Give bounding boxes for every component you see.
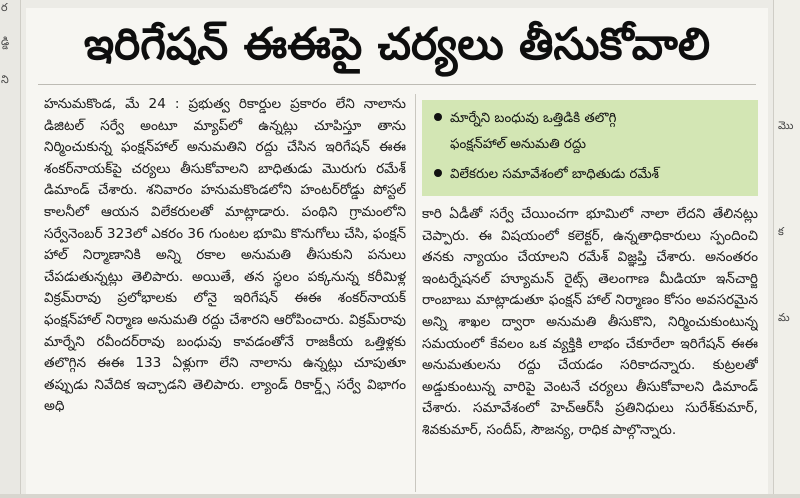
- article-headline: ఇరిగేషన్ ఈఈపై చర్యలు తీసుకోవాలి: [83, 19, 711, 70]
- left-margin-glyph: డ్డి: [1, 35, 10, 48]
- left-column-body: హనుమకొండ, మే 24 : ప్రభుత్వ రికార్డుల ప్రకారం లేని నాలాను డిజిటల్ సర్వే అంటూ మ్యాప్‌లో ఉన్నట్లు చూపిస్తూ తాను నిర్మించుకున్న ఫంక్షన్‌హాల్ అనుమతిని రద్దు చేసిన ఇరిగేషన్ ఈఈ శంకర్‌నాయక్‌పై చర్యలు తీసుకోవాలని బాధితుడు మొరుగు రమేశ్ డిమాండ్ చేశారు. శనివారం హనుమకొండలోని హంటర్‌రోడ్డు పోస్టల్ కాలనీలో ఆయన విలేకరులతో మాట్లాడారు. పంథిని గ్రామంలోని సర్వేనెంబర్ 323లో ఎకరం 36 గుంటల భూమి కొనుగోలు చేసి, ఫంక్షన్ హాల్ నిర్మాణానికి అన్ని రకాల అనుమతి తీసుకుని పనులు చేపడుతున్నట్లు తెలిపారు. అయితే, తన స్థలం పక్కనున్న కరీమిళ్ల విక్రమ్‌రావు ప్రలోభాలకు లోనై ఇరిగేషన్ ఈఈ శంకర్‌నాయక్ ఫంక్షన్‌హాల్ నిర్మాణ అనుమతి రద్దు చేశారని ఆరోపించారు. విక్రమ్‌రావు మార్నేని రవీందర్‌రావు బంధువు కావడంతోనే రాజకీయ ఒత్తిళ్లకు తలొగ్గిన ఈఈ 133 ఏళ్లుగా లేని నాలాను ఉన్నట్లు చూపుతూ తప్పుడు నివేదిక ఇచ్చాడని తెలిపారు. ల్యాండ్ రికార్డ్స్ సర్వే విభాగం అధి: [44, 96, 406, 415]
- column-divider: [415, 94, 416, 492]
- highlight-bullet-2-line-1: విలేకరుల సమావేశంలో బాధితుడు రమేశ్: [450, 167, 660, 182]
- right-margin-glyph: క: [778, 225, 784, 238]
- headline-divider: [38, 84, 756, 85]
- highlight-bullet-1: [422, 106, 616, 132]
- article-column-right: [422, 204, 758, 494]
- highlight-box: [422, 100, 758, 196]
- left-margin-glyph: ని: [1, 73, 9, 86]
- article-column-left: [44, 94, 406, 494]
- news-article: [26, 8, 768, 496]
- highlight-bullet-1-continuation: [422, 132, 586, 158]
- right-margin-strip: [773, 0, 800, 498]
- page-bottom-edge: [0, 494, 800, 498]
- highlight-bullet-1-line-1: మార్నేని బంధువు ఒత్తిడికి తలొగ్గి: [450, 111, 617, 126]
- highlight-bullet-1-line-2: ఫంక్షన్‌హాల్ అనుమతి రద్దు: [450, 137, 586, 152]
- highlight-bullet-2: [422, 162, 659, 188]
- left-margin-strip: [0, 0, 21, 498]
- right-column-body: కారి ఏడీతో సర్వే చేయించగా భూమిలో నాలా లేదని తేలినట్లు చెప్పారు. ఈ విషయంలో కలెక్టర్, ఉన్నతాధికారులు స్పందించి తనకు న్యాయం చేయాలని రమేశ్ విజ్ఞప్తి చేశారు. అనంతరం ఇంటర్నేషనల్ హ్యూమన్ రైట్స్ తెలంగాణ మీడియా ఇన్‌చార్జి రాంబాబు మాట్లాడుతూ ఫంక్షన్ హాల్ నిర్మాణం కోసం అవసరమైన అన్ని శాఖల ద్వారా అనుమతి తీసుకొని, నిర్మించుకుంటున్న సమయంలో కేవలం ఒక వ్యక్తికి లాభం చేకూరేలా ఇరిగేషన్ ఈఈ అనుమతులను రద్దు చేయడం సరికాదన్నారు. కుట్రలతో అడ్డుకుంటున్న వారిపై వెంటనే చర్యలు తీసుకోవాలని డిమాండ్ చేశారు. సమావేశంలో హెచ్‌ఆర్‌సీ ప్రతినిధులు సురేశ్‌కుమార్, శివకుమార్, సందీప్, సౌజన్య, రాధిక పాల్గొన్నారు.: [422, 206, 758, 438]
- right-margin-glyph: మొ: [778, 119, 794, 132]
- left-margin-glyph: ర: [1, 1, 8, 14]
- bullet-dot-icon: [434, 113, 442, 121]
- bullet-dot-icon: [434, 169, 442, 177]
- right-margin-glyph: మ: [778, 311, 790, 324]
